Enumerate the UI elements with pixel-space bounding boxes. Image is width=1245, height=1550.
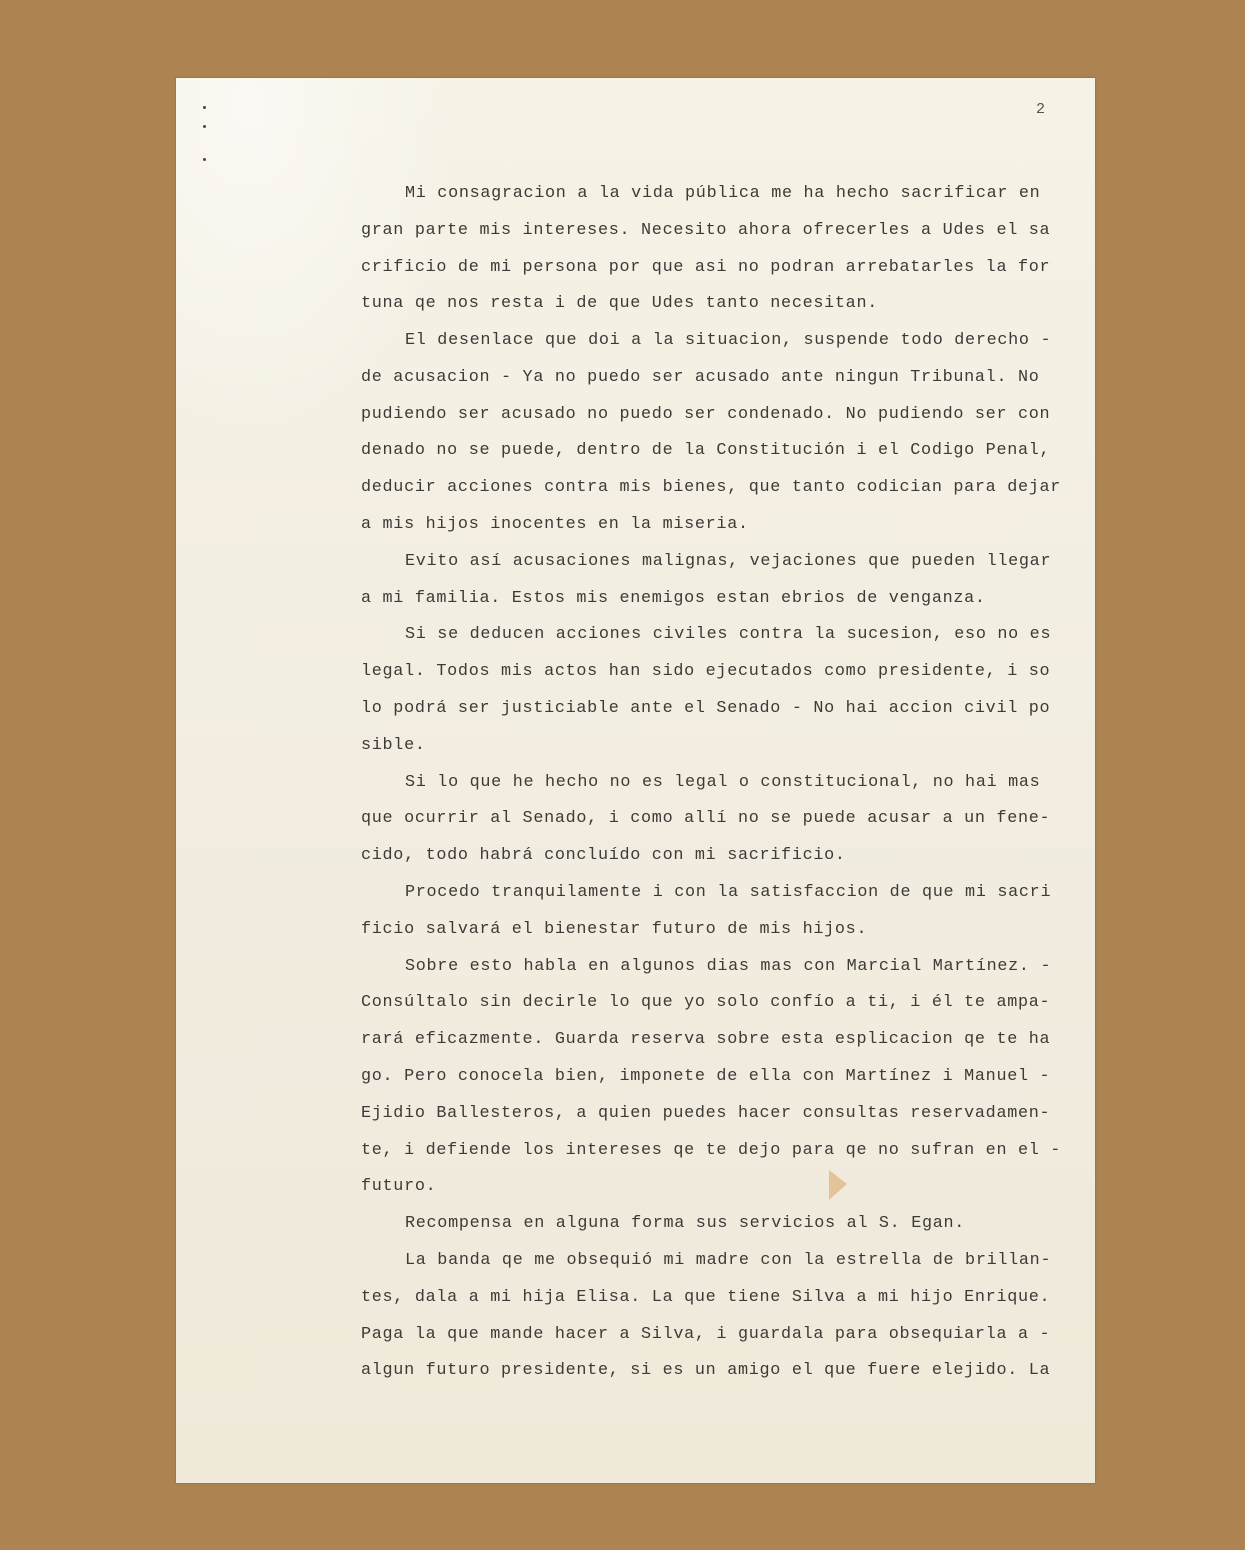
paper-stain bbox=[829, 1170, 847, 1200]
text-line: denado no se puede, dentro de la Constitución i el Codigo Penal, bbox=[361, 441, 1051, 460]
text-line: cido, todo habrá concluído con mi sacrificio. bbox=[361, 846, 846, 865]
text-line: algun futuro presidente, si es un amigo el que fuere elejido. La bbox=[361, 1361, 1051, 1380]
text-line: tuna qe nos resta i de que Udes tanto necesitan. bbox=[361, 294, 878, 313]
text-line: que ocurrir al Senado, i como allí no se puede acusar a un fene- bbox=[361, 809, 1051, 828]
text-line: a mis hijos inocentes en la miseria. bbox=[361, 515, 749, 534]
text-line: Procedo tranquilamente i con la satisfaccion de que mi sacri bbox=[405, 883, 1052, 902]
text-line: rará eficazmente. Guarda reserva sobre esta esplicacion qe te ha bbox=[361, 1030, 1051, 1049]
text-line: Sobre esto habla en algunos dias mas con Marcial Martínez. - bbox=[405, 957, 1052, 976]
text-line: sible. bbox=[361, 736, 426, 755]
margin-mark bbox=[203, 125, 206, 128]
text-line: legal. Todos mis actos han sido ejecutados como presidente, i so bbox=[361, 662, 1051, 681]
text-line: de acusacion - Ya no puedo ser acusado ante ningun Tribunal. No bbox=[361, 368, 1040, 387]
page-number: 2 bbox=[1036, 101, 1047, 118]
text-line: a mi familia. Estos mis enemigos estan ebrios de venganza. bbox=[361, 589, 986, 608]
text-line: te, i defiende los intereses qe te dejo para qe no sufran en el - bbox=[361, 1141, 1062, 1160]
text-line: ficio salvará el bienestar futuro de mis hijos. bbox=[361, 920, 868, 939]
document-page bbox=[176, 78, 1095, 1483]
text-line: La banda qe me obsequió mi madre con la estrella de brillan- bbox=[405, 1251, 1052, 1270]
text-line: go. Pero conocela bien, imponete de ella con Martínez i Manuel - bbox=[361, 1067, 1051, 1086]
text-line: gran parte mis intereses. Necesito ahora ofrecerles a Udes el sa bbox=[361, 221, 1051, 240]
text-line: El desenlace que doi a la situacion, suspende todo derecho - bbox=[405, 331, 1052, 350]
text-line: crificio de mi persona por que asi no podran arrebatarles la for bbox=[361, 258, 1051, 277]
text-line: tes, dala a mi hija Elisa. La que tiene Silva a mi hijo Enrique. bbox=[361, 1288, 1051, 1307]
margin-mark bbox=[203, 106, 206, 109]
text-line: Recompensa en alguna forma sus servicios al S. Egan. bbox=[405, 1214, 966, 1233]
margin-mark bbox=[203, 158, 206, 161]
text-line: lo podrá ser justiciable ante el Senado - No hai accion civil po bbox=[361, 699, 1051, 718]
text-line: Mi consagracion a la vida pública me ha hecho sacrificar en bbox=[405, 184, 1041, 203]
text-line: futuro. bbox=[361, 1177, 437, 1196]
text-line: Ejidio Ballesteros, a quien puedes hacer consultas reservadamen- bbox=[361, 1104, 1051, 1123]
text-line: Si lo que he hecho no es legal o constitucional, no hai mas bbox=[405, 773, 1041, 792]
text-line: Evito así acusaciones malignas, vejaciones que pueden llegar bbox=[405, 552, 1052, 571]
text-line: deducir acciones contra mis bienes, que tanto codician para dejar bbox=[361, 478, 1062, 497]
text-line: Si se deducen acciones civiles contra la sucesion, eso no es bbox=[405, 625, 1052, 644]
text-line: pudiendo ser acusado no puedo ser condenado. No pudiendo ser con bbox=[361, 405, 1051, 424]
text-line: Consúltalo sin decirle lo que yo solo confío a ti, i él te ampa- bbox=[361, 993, 1051, 1012]
text-line: Paga la que mande hacer a Silva, i guardala para obsequiarla a - bbox=[361, 1325, 1051, 1344]
